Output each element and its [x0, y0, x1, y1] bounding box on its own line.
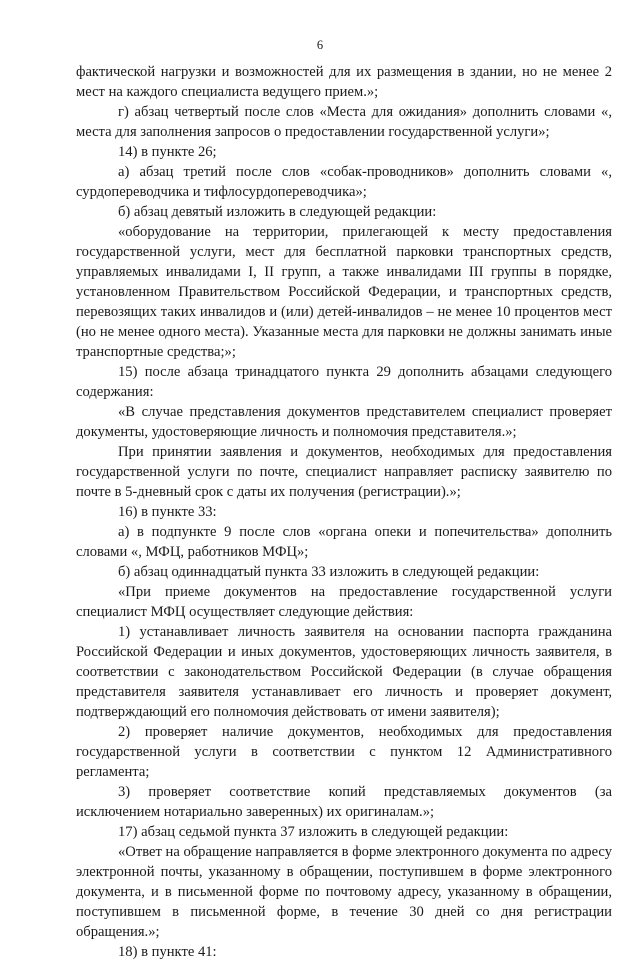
paragraph: 3) проверяет соответствие копий представляемых документов (за исключением нотариально заверенных) их оригиналам.»;	[76, 784, 612, 820]
paragraph: б) абзац девятый изложить в следующей редакции:	[118, 204, 437, 220]
document-body	[76, 62, 612, 962]
page-number: 6	[316, 38, 324, 52]
paragraph: При принятии заявления и документов, необходимых для предоставления государственной услуги по почте, специалист направляет расписку заявителю по почте в 5-дневный срок с даты их получения (регистрации).»;	[76, 444, 612, 500]
paragraph: б) абзац одиннадцатый пункта 33 изложить в следующей редакции:	[118, 564, 540, 580]
paragraph: 17) абзац седьмой пункта 37 изложить в следующей редакции:	[118, 824, 509, 840]
paragraph: 18) в пункте 41:	[118, 944, 217, 960]
paragraph: а) в подпункте 9 после слов «органа опеки и попечительства» дополнить словами «, МФЦ, работников МФЦ»;	[76, 524, 612, 560]
paragraph: 15) после абзаца тринадцатого пункта 29 дополнить абзацами следующего содержания:	[76, 364, 612, 400]
paragraph: 1) устанавливает личность заявителя на основании паспорта гражданина Российской Федерации и иных документов, удостоверяющих личность заявителя, в соответствии с законодательством Российской Федерации (в случае обращения представителя заявителя устанавливает его личность и проверяет документ, подтверждающий его полномочия действовать от имени заявителя);	[76, 624, 612, 720]
paragraph: 2) проверяет наличие документов, необходимых для предоставления государственной услуги в соответствии с пунктом 12 Административного регламента;	[76, 724, 612, 780]
paragraph: 14) в пункте 26;	[118, 144, 217, 160]
paragraph: «При приеме документов на предоставление государственной услуги специалист МФЦ осуществляет следующие действия:	[76, 584, 612, 620]
paragraph: фактической нагрузки и возможностей для их размещения в здании, но не менее 2 мест на каждого специалиста ведущего прием.»;	[76, 64, 612, 100]
paragraph: г) абзац четвертый после слов «Места для ожидания» дополнить словами «, места для заполнения запросов о предоставлении государственной услуги»;	[76, 104, 612, 140]
paragraph: 16) в пункте 33:	[118, 504, 217, 520]
paragraph: «оборудование на территории, прилегающей к месту предоставления государственной услуги, мест для бесплатной парковки транспортных средств, управляемых инвалидами I, II групп, а также инвалидами III группы в порядке, установленном Правительством Российской Федерации, и транспортных средств, перевозящих таких инвалидов и (или) детей-инвалидов – не менее 10 процентов мест (но не менее одного места). Указанные места для парковки не должны занимать иные транспортные средства;»;	[76, 224, 612, 360]
paragraph: а) абзац третий после слов «собак-проводников» дополнить словами «, сурдопереводчика и тифлосурдопереводчика»;	[76, 164, 612, 200]
paragraph: «Ответ на обращение направляется в форме электронного документа по адресу электронной почты, указанному в обращении, поступившем в форме электронного документа, и в письменной форме по почтовому адресу, указанному в обращении, поступившем в письменной форме, в течение 30 дней со дня регистрации обращения.»;	[76, 844, 612, 940]
paragraph: «В случае представления документов представителем специалист проверяет документы, удостоверяющие личность и полномочия представителя.»;	[76, 404, 612, 440]
